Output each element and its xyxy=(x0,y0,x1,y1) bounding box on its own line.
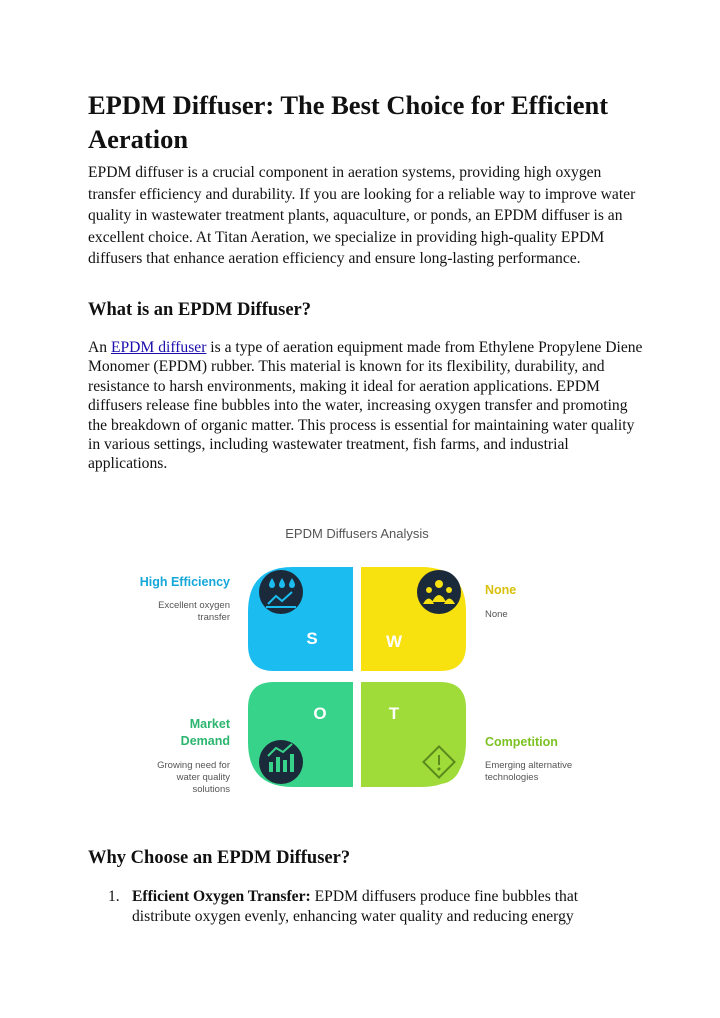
swot-opportunity-heading-line: Market xyxy=(189,717,230,731)
intro-paragraph: EPDM diffuser is a crucial component in aeration systems, providing high oxygen transfer efficiency and durability. If you are looking for a reliable way to improve water quality in wastewater treatment plants, aquaculture, or ponds, an EPDM diffuser is an excellent choice. At Titan Aeration, we specialize in providing high-quality EPDM diffusers that enhance aeration efficiency and ensure long-lasting performance. xyxy=(88,164,636,268)
reasons-list xyxy=(108,887,628,927)
what-is-paragraph xyxy=(88,338,648,474)
swot-opportunity-desc-line: Growing need for xyxy=(157,760,230,771)
swot-letter-w: W xyxy=(385,632,403,651)
swot-strength-desc-line: transfer xyxy=(197,612,230,623)
swot-threat-heading: Competition xyxy=(485,735,558,749)
swot-strength-desc-line: Excellent oxygen xyxy=(158,600,230,611)
swot-opportunity-heading-line: Demand xyxy=(180,734,230,748)
warning-diamond-icon xyxy=(417,740,461,784)
epdm-diffuser-link[interactable]: EPDM diffuser xyxy=(110,339,207,356)
water-drops-growth-icon xyxy=(259,570,303,614)
swot-opportunity-desc-line: water quality xyxy=(176,772,230,783)
list-item xyxy=(108,887,628,927)
page-title: EPDM Diffuser: The Best Choice for Efficient Aeration xyxy=(88,90,609,154)
bar-chart-growth-icon xyxy=(259,740,303,784)
swot-letter-t: T xyxy=(388,704,400,723)
swot-weakness-heading: None xyxy=(485,583,517,597)
paragraph-body: is a type of aeration equipment made from Ethylene Propylene Diene Monomer (EPDM) rubber. This material is known for its flexibility, durability, and resistance to harsh environments, making it ideal for aeration applications. EPDM diffusers release fine bubbles into the water, increasing oxygen transfer and promoting the breakdown of organic matter. This process is essential for maintaining water quality in various settings, including wastewater treatment, fish farms, and industrial applications. xyxy=(88,339,643,473)
swot-letter-s: S xyxy=(306,629,318,648)
swot-threat-desc-line: Emerging alternative xyxy=(485,760,573,771)
swot-threat-desc-line: technologies xyxy=(485,772,539,783)
section-heading-what-is: What is an EPDM Diffuser? xyxy=(88,300,312,320)
swot-title: EPDM Diffusers Analysis xyxy=(285,526,429,541)
swot-weakness-desc-line: None xyxy=(485,609,508,620)
list-item-number: 1. xyxy=(108,888,120,905)
swot-strength-heading: High Efficiency xyxy=(139,575,230,589)
section-heading-why-choose: Why Choose an EPDM Diffuser? xyxy=(88,848,351,868)
swot-diagram xyxy=(118,516,618,816)
swot-letter-o: O xyxy=(313,704,327,723)
list-item-text: EPDM diffusers produce fine bubbles that distribute oxygen evenly, enhancing water quality and reducing energy xyxy=(132,888,579,925)
list-item-title: Efficient Oxygen Transfer: xyxy=(132,888,311,905)
paragraph-prefix: An xyxy=(88,339,111,356)
swot-opportunity-desc-line: solutions xyxy=(192,784,230,795)
people-group-icon xyxy=(417,570,461,614)
